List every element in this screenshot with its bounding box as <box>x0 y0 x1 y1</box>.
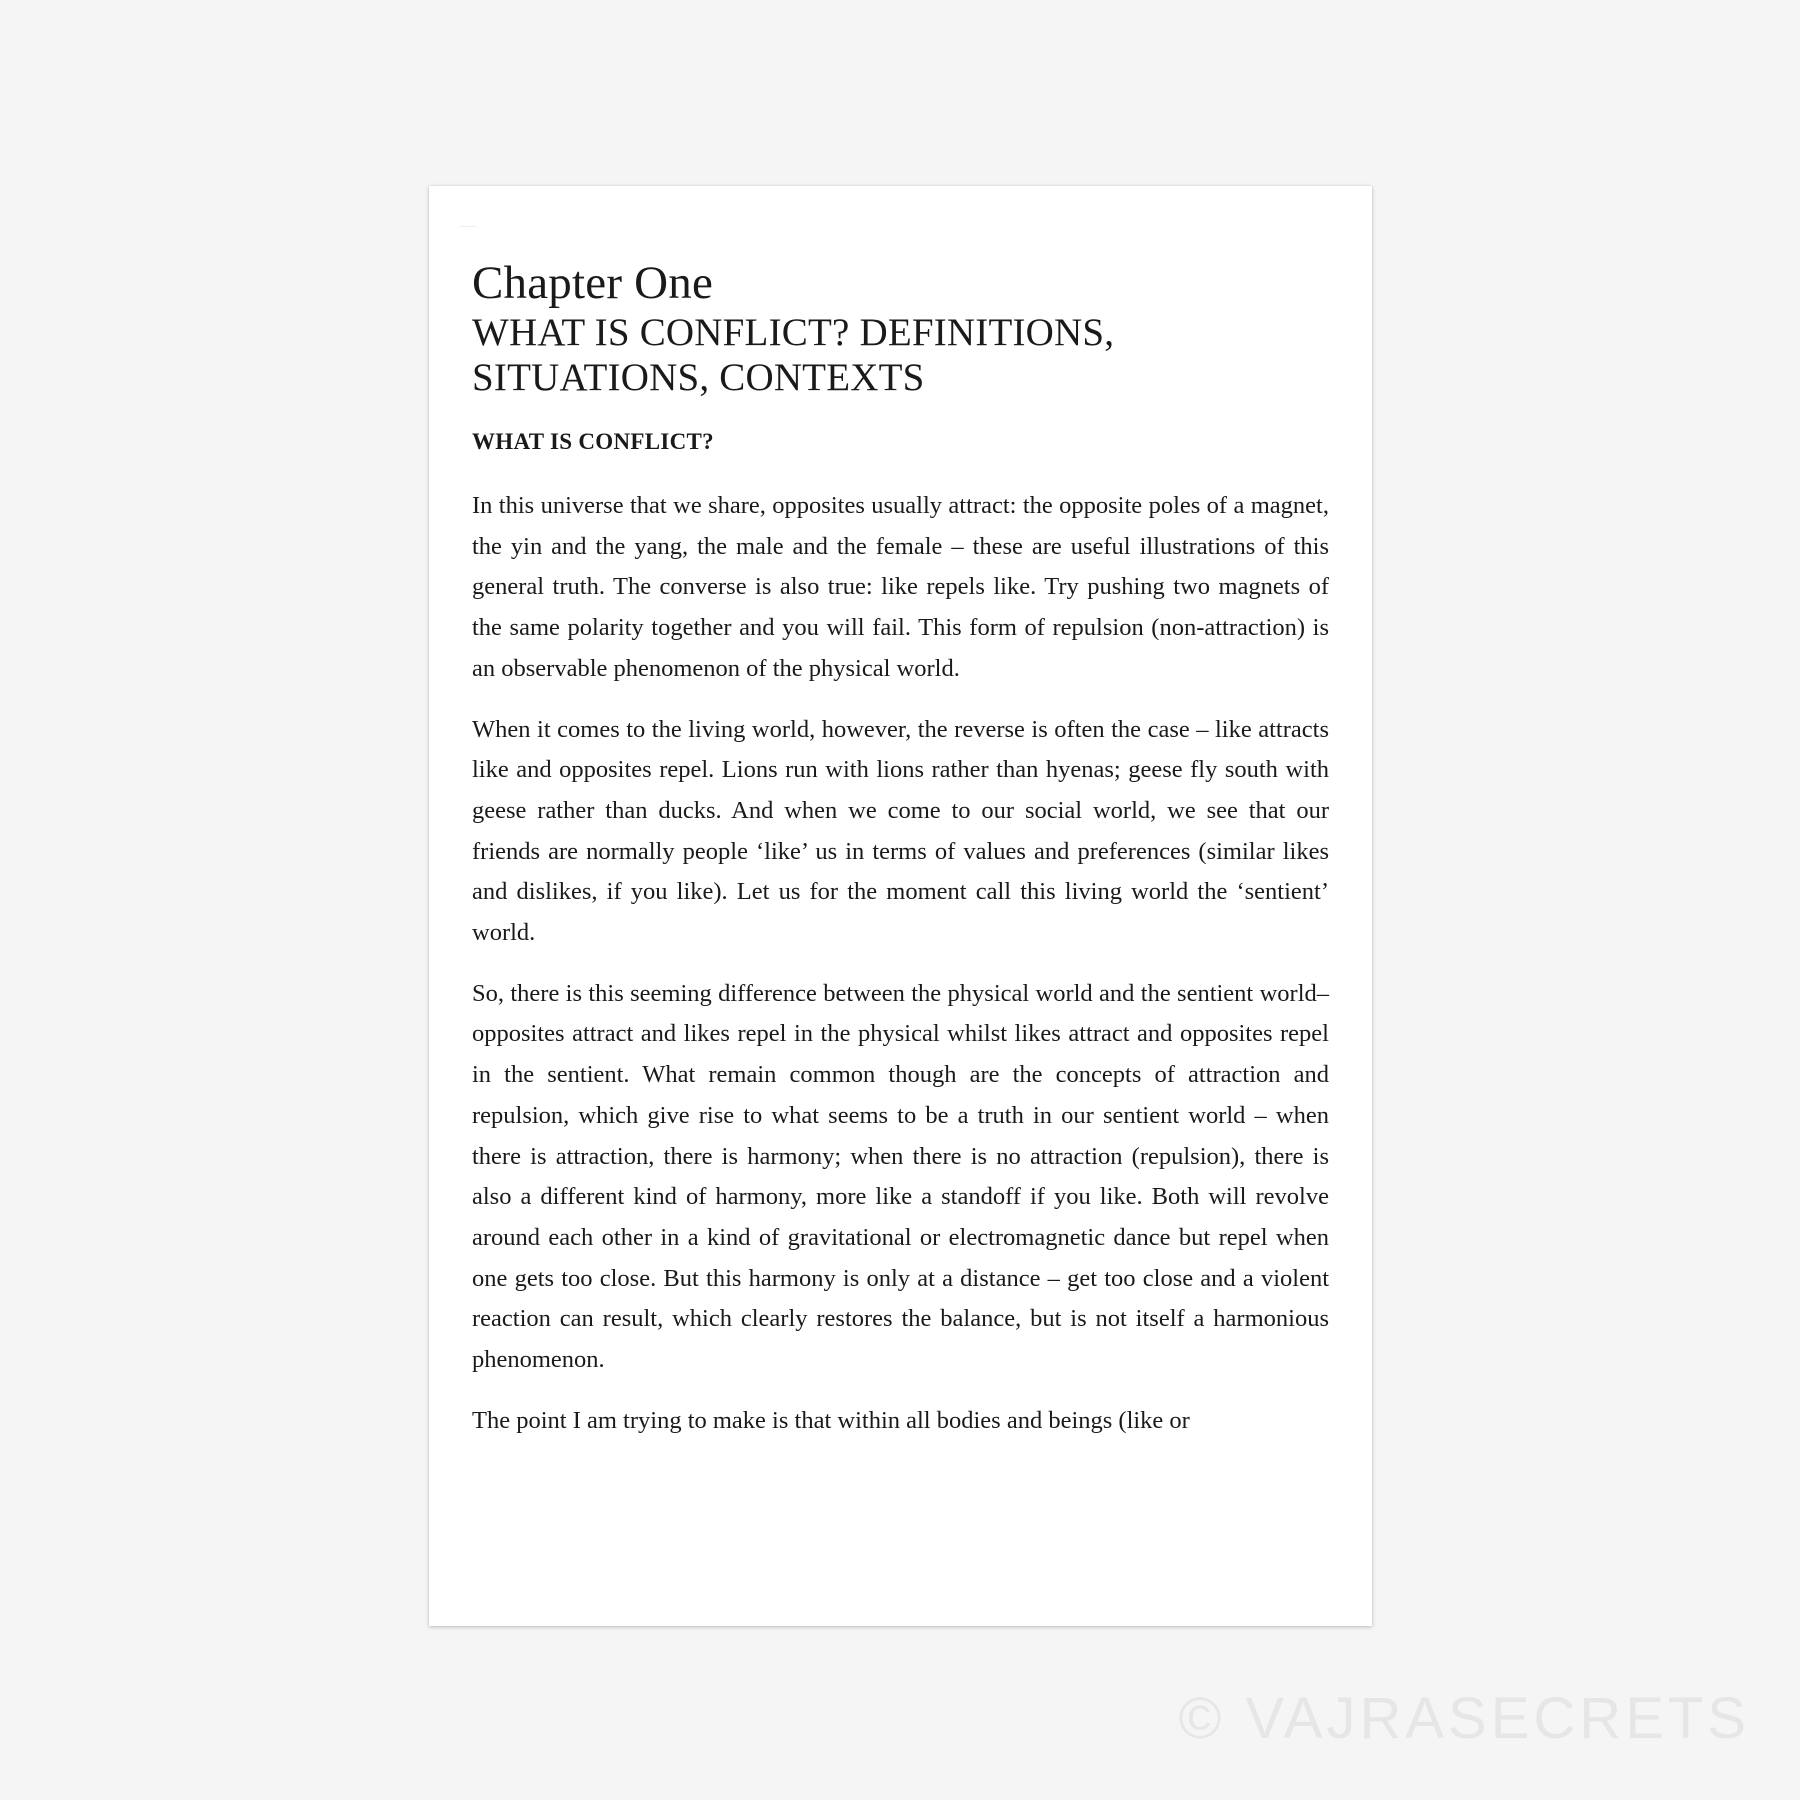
chapter-label: Chapter One <box>472 257 714 309</box>
body-paragraph-4: The point I am trying to make is that within all bodies and beings (like or <box>472 1406 1190 1434</box>
body-paragraph-2: When it comes to the living world, however, the reverse is often the case – like attracts like and opposites repel. Lions run with lions rather than hyenas; geese fly south with geese rather than ducks. And when we come to our social world, we see that our friends are normally people ‘like’ us in terms of values and preferences (similar likes and dislikes, if you like). Let us for the moment call this living world the ‘sentient’ world. <box>472 715 1329 947</box>
chapter-title-line-2: SITUATIONS, CONTEXTS <box>472 356 925 399</box>
page-content <box>472 256 1329 1441</box>
section-heading: WHAT IS CONFLICT? <box>472 429 714 454</box>
page-mark <box>459 226 477 227</box>
chapter-title-line-1: WHAT IS CONFLICT? DEFINITIONS, <box>472 311 1115 354</box>
body-paragraph-1: In this universe that we share, opposites usually attract: the opposite poles of a magnet, the yin and the yang, the male and the female – these are useful illustrations of this general truth. The converse is also true: like repels like. Try pushing two magnets of the same polarity together and you will fail. This form of repulsion (non-attraction) is an observable phenomenon of the physical world. <box>472 492 1329 682</box>
chapter-title <box>472 310 1329 400</box>
watermark: © VAJRASECRETS <box>1178 1686 1750 1751</box>
book-page <box>429 186 1372 1626</box>
body-paragraph-3: So, there is this seeming difference between the physical world and the sentient world– opposites attract and likes repel in the physical whilst likes attract and opposites repel in the sentient. What remain common though are the concepts of attraction and repulsion, which give rise to what seems to be a truth in our sentient world – when there is attraction, there is harmony; when there is no attraction (repulsion), there is also a different kind of harmony, more like a standoff if you like. Both will revolve around each other in a kind of gravitational or electromagnetic dance but repel when one gets too close. But this harmony is only at a distance – get too close and a violent reaction can result, which clearly restores the balance, but is not itself a harmonious phenomenon. <box>472 979 1329 1374</box>
